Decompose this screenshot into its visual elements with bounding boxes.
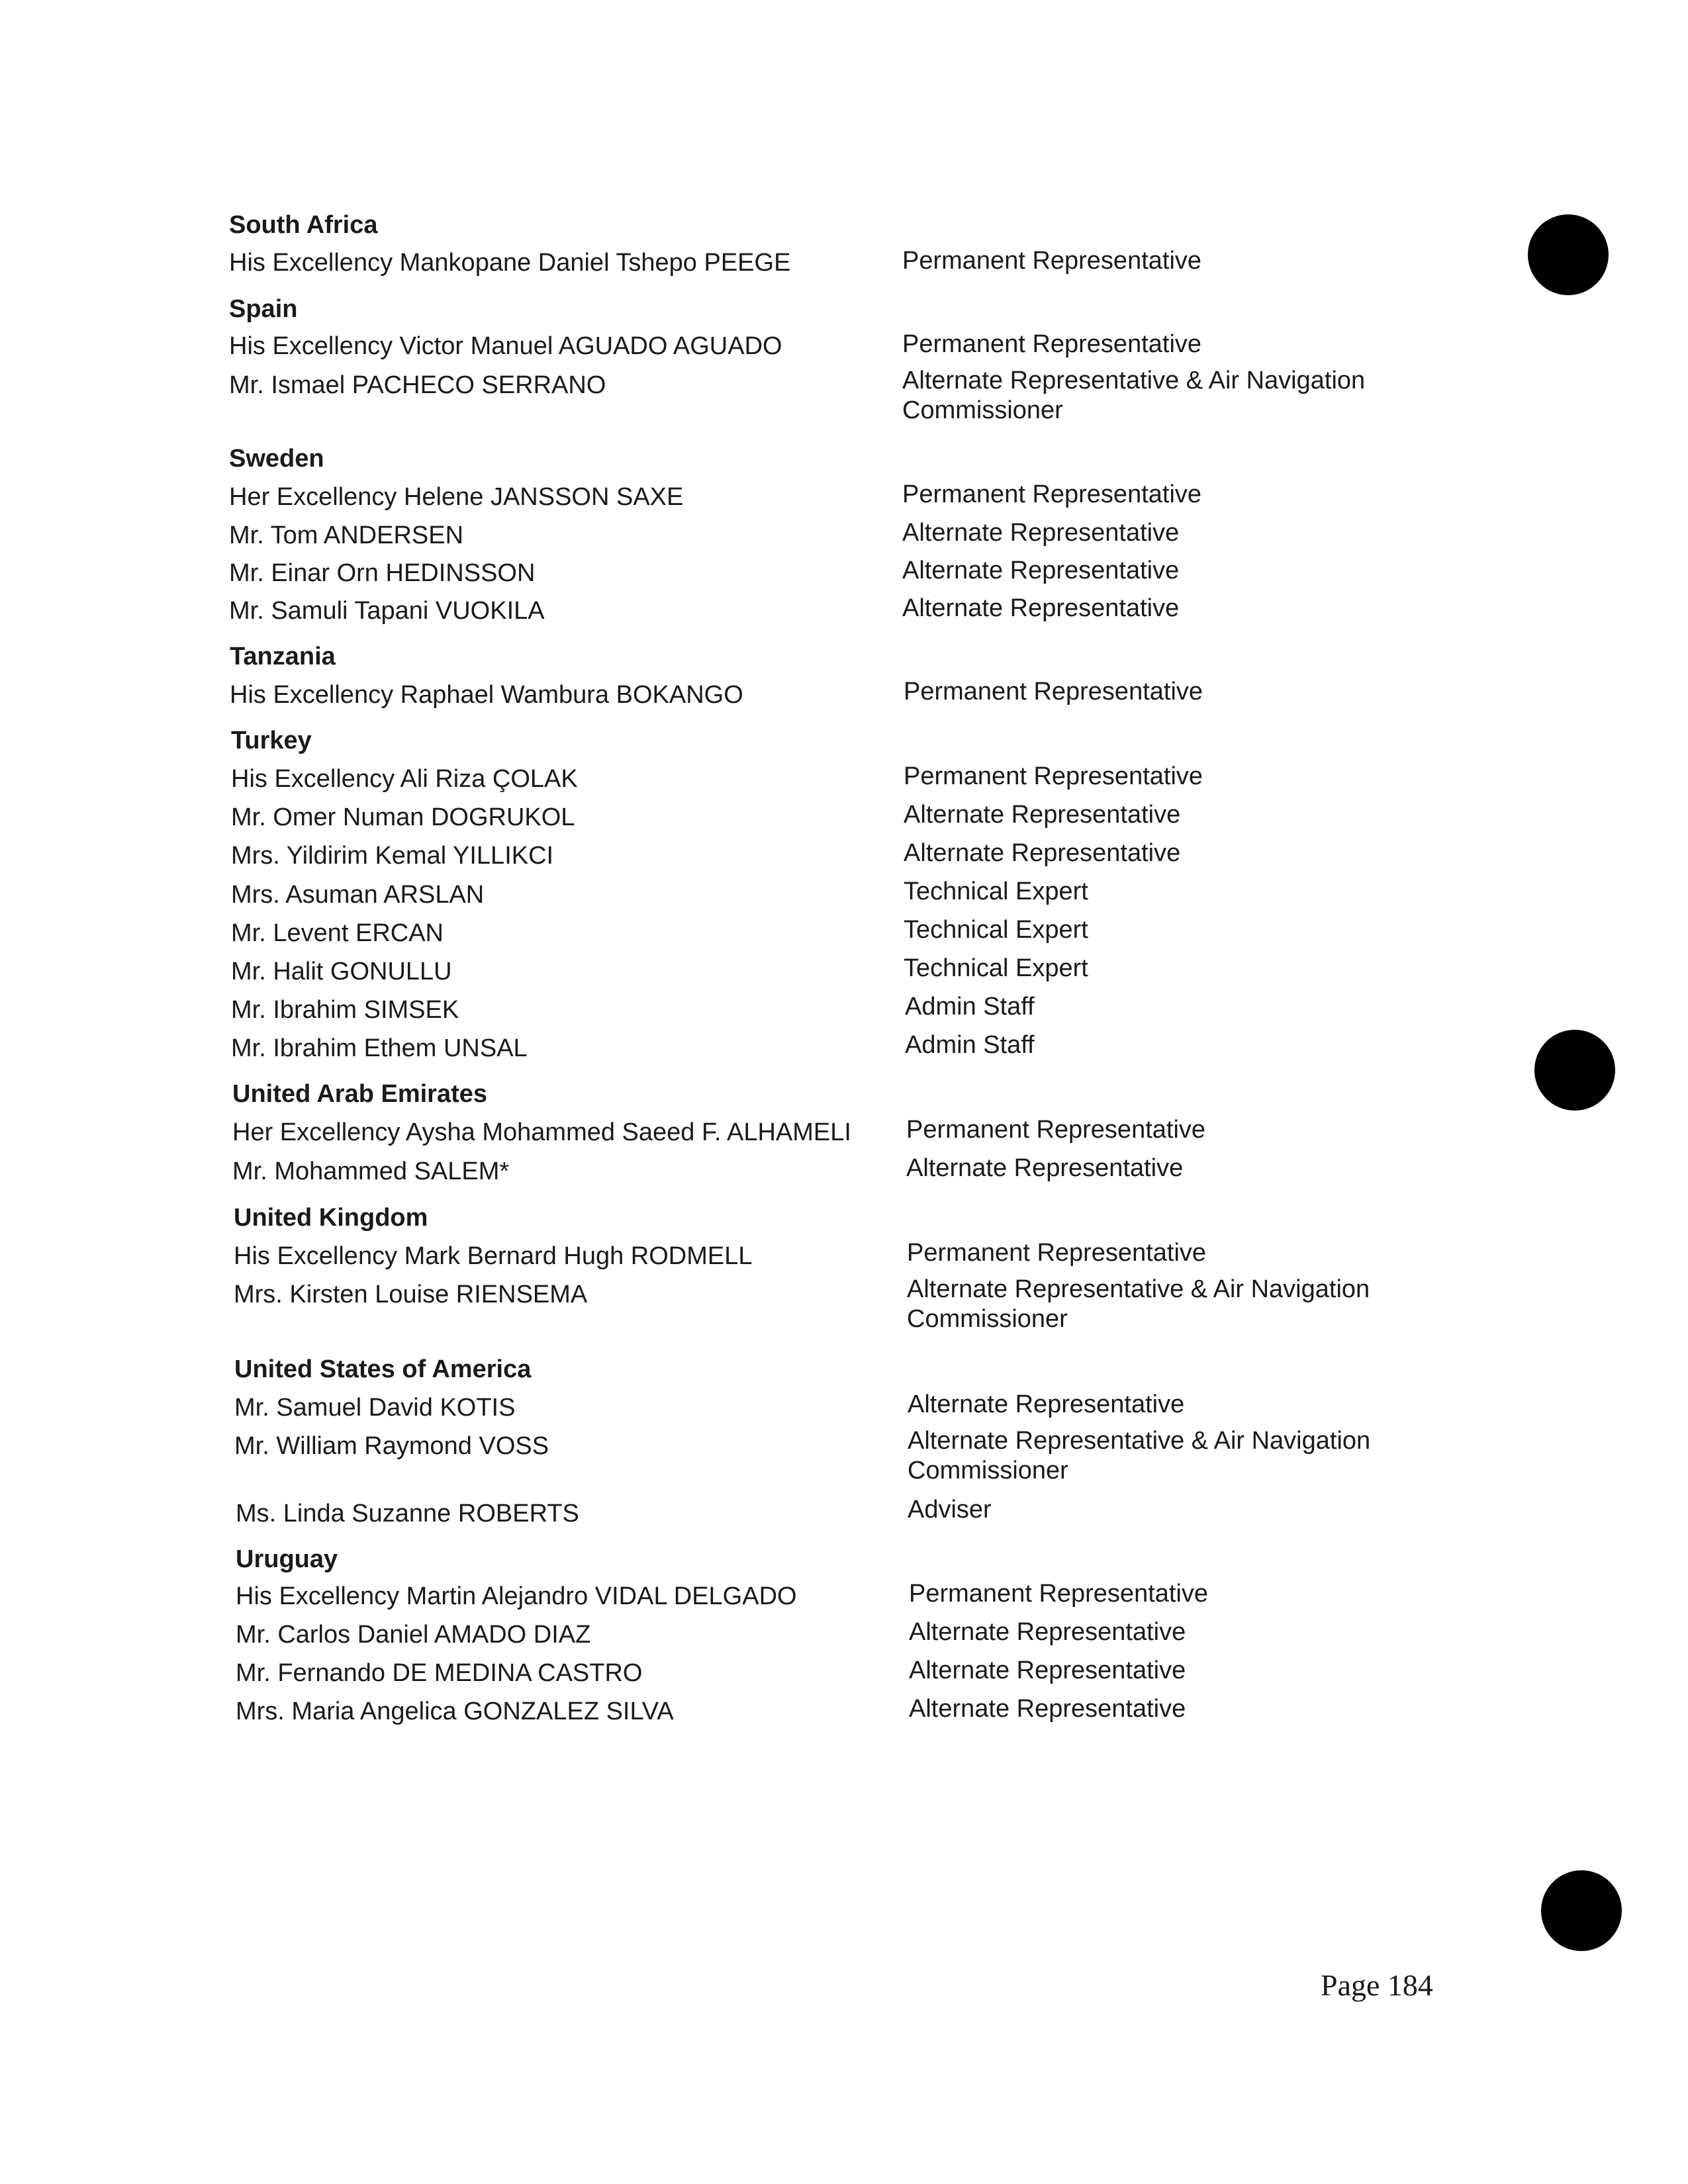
delegate-name: Mr. William Raymond VOSS (234, 1432, 549, 1460)
delegate-name: Mrs. Yildirim Kemal YILLIKCI (231, 842, 554, 870)
delegate-role: Permanent Representative (902, 330, 1202, 358)
delegate-name: Mr. Carlos Daniel AMADO DIAZ (236, 1621, 591, 1649)
country-heading-tanzania: Tanzania (230, 643, 336, 670)
delegate-name: Mr. Samuli Tapani VUOKILA (229, 597, 545, 625)
delegate-name: Mr. Omer Numan DOGRUKOL (231, 803, 575, 831)
delegate-name: Mr. Ibrahim Ethem UNSAL (231, 1034, 528, 1062)
delegate-role: Alternate Representative (909, 1695, 1186, 1723)
delegate-name: Mr. Halit GONULLU (231, 958, 452, 985)
punch-hole-middle (1534, 1030, 1615, 1111)
delegate-role: Alternate Representative (902, 557, 1180, 584)
delegate-role: Alternate Representative & Air Navigation Commissioner (908, 1427, 1371, 1484)
delegate-role: Permanent Representative (904, 762, 1203, 790)
delegate-role: Alternate Representative (906, 1154, 1184, 1182)
delegate-name: Mr. Einar Orn HEDINSSON (229, 559, 536, 587)
delegate-role: Admin Staff (905, 993, 1035, 1021)
delegate-name: His Excellency Ali Riza ÇOLAK (231, 765, 578, 793)
delegate-name: Mr. Ibrahim SIMSEK (231, 996, 459, 1024)
delegate-role: Permanent Representative (902, 480, 1202, 508)
delegate-role: Adviser (908, 1496, 992, 1524)
delegate-name: Mr. Fernando DE MEDINA CASTRO (236, 1659, 643, 1687)
delegate-role: Technical Expert (904, 878, 1088, 905)
delegate-name: His Excellency Victor Manuel AGUADO AGUADO (229, 332, 782, 360)
delegate-role: Technical Expert (904, 916, 1088, 944)
delegate-role: Alternate Representative (908, 1390, 1185, 1418)
delegate-name: Mr. Tom ANDERSEN (229, 522, 464, 549)
delegate-role: Alternate Representative (902, 594, 1180, 622)
delegate-role: Alternate Representative & Air Navigation Commissioner (902, 367, 1366, 424)
delegate-name: Mr. Levent ERCAN (231, 919, 444, 947)
delegate-name: Mrs. Maria Angelica GONZALEZ SILVA (236, 1698, 674, 1725)
delegate-name: Mr. Mohammed SALEM* (232, 1158, 510, 1185)
delegate-name: Her Excellency Aysha Mohammed Saeed F. ALHAMELI (232, 1118, 851, 1146)
delegate-name: His Excellency Martin Alejandro VIDAL DELGADO (236, 1582, 797, 1610)
delegate-name: Mrs. Kirsten Louise RIENSEMA (234, 1281, 588, 1308)
country-heading-uk: United Kingdom (234, 1204, 428, 1232)
delegate-role: Alternate Representative & Air Navigation Commissioner (907, 1275, 1370, 1333)
country-heading-sweden: Sweden (229, 445, 324, 473)
delegate-role: Permanent Representative (909, 1580, 1209, 1608)
delegate-role: Technical Expert (904, 954, 1088, 982)
country-heading-uruguay: Uruguay (236, 1545, 338, 1573)
punch-hole-bottom (1541, 1870, 1622, 1951)
delegate-role: Alternate Representative (904, 839, 1181, 867)
delegate-role: Permanent Representative (906, 1116, 1206, 1144)
delegate-role: Admin Staff (905, 1031, 1035, 1059)
delegate-name: Mrs. Asuman ARSLAN (231, 881, 485, 909)
delegate-name: His Excellency Raphael Wambura BOKANGO (230, 681, 743, 709)
delegate-role: Permanent Representative (902, 247, 1202, 275)
delegate-name: His Excellency Mark Bernard Hugh RODMELL (234, 1242, 753, 1270)
delegate-name: Her Excellency Helene JANSSON SAXE (229, 483, 684, 511)
delegate-role: Alternate Representative (902, 519, 1180, 547)
punch-hole-top (1528, 214, 1609, 295)
delegate-role: Permanent Representative (907, 1239, 1207, 1267)
delegate-role: Alternate Representative (904, 801, 1181, 829)
delegate-name: Mr. Ismael PACHECO SERRANO (229, 371, 606, 399)
country-heading-uae: United Arab Emirates (232, 1080, 488, 1108)
country-heading-usa: United States of America (234, 1355, 532, 1383)
delegate-role: Alternate Representative (909, 1657, 1186, 1684)
delegate-role: Alternate Representative (909, 1618, 1186, 1646)
country-heading-south-africa: South Africa (229, 211, 378, 239)
country-heading-spain: Spain (229, 295, 298, 323)
delegate-name: Mr. Samuel David KOTIS (234, 1394, 516, 1422)
country-heading-turkey: Turkey (231, 727, 312, 754)
page-number: Page 184 (1321, 1968, 1433, 2002)
delegate-name: Ms. Linda Suzanne ROBERTS (236, 1500, 579, 1527)
delegate-role: Permanent Representative (904, 678, 1203, 705)
delegate-name: His Excellency Mankopane Daniel Tshepo PEEGE (229, 249, 791, 277)
